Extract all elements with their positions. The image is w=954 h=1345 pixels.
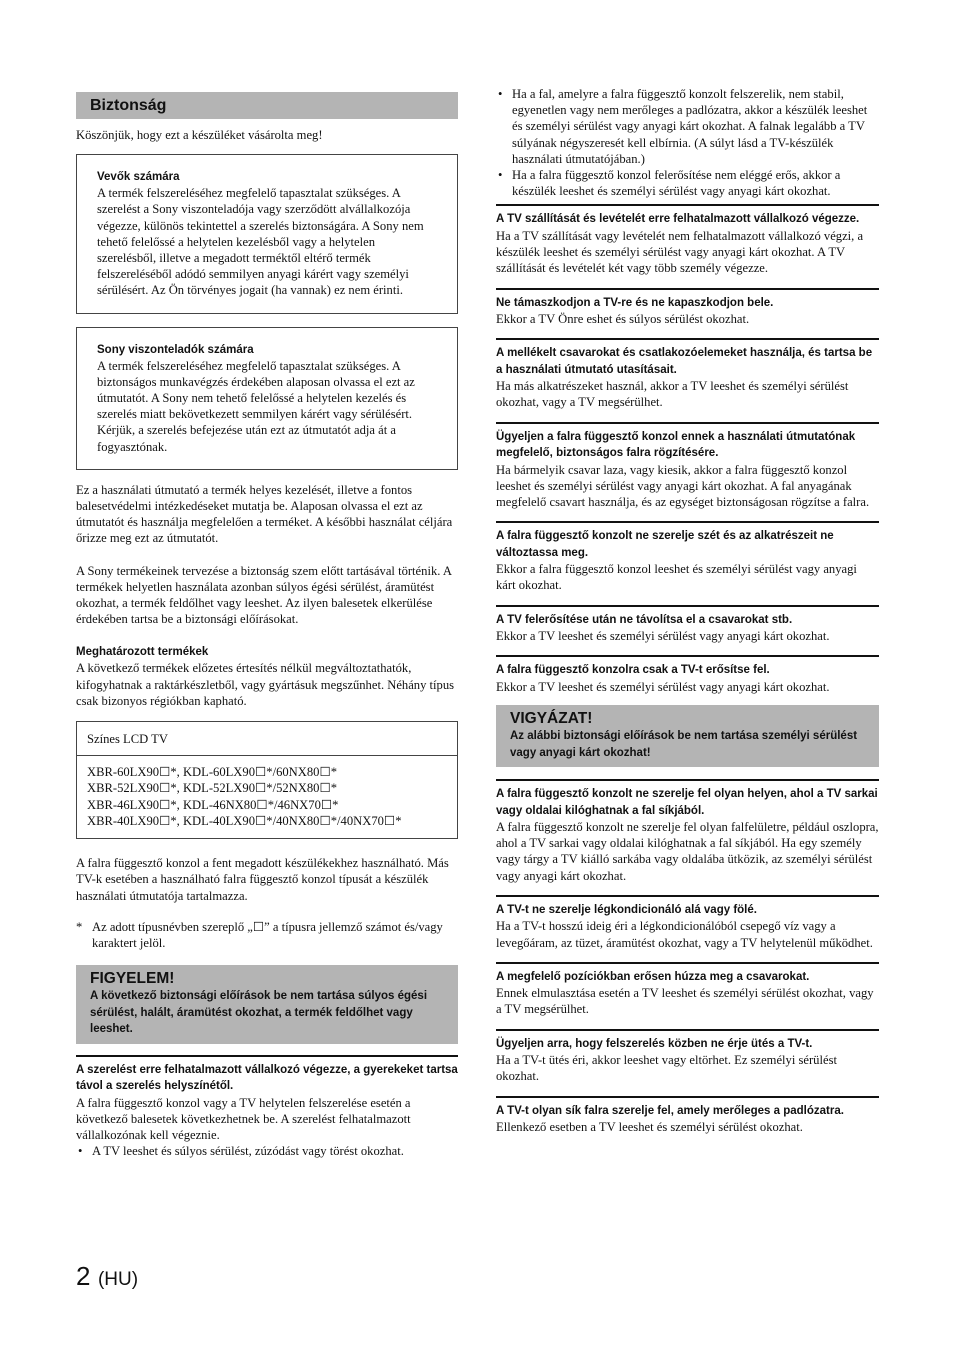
- item-title: A TV-t olyan sík falra szerelje fel, amely merőleges a padlózatra.: [496, 1104, 844, 1117]
- table-row: XBR-46LX90☐*, KDL-46NX80☐*/46NX70☐*: [87, 797, 339, 812]
- paragraph: A következő termékek előzetes értesítés nélkül megváltoztathatók, kifogyhatnak a raktárkészletből, vagy gyártásuk megszűnhet. Néhány típus csak bizonyos régiókban kapható.: [76, 661, 455, 708]
- footnote-text: Az adott típusnévben szereplő „☐” a típusra jellemző számot és/vagy karaktert jelöl.: [92, 919, 443, 950]
- item-text: Ha más alkatrészeket használ, akkor a TV leeshet és személyi sérülést okozhat, vagy a TV megsérülhet.: [496, 379, 849, 410]
- table-body: [77, 756, 457, 838]
- page-number-value: 2: [76, 1261, 91, 1291]
- bullet-item: • A TV leeshet és súlyos sérülést, zúzódást vagy törést okozhat.: [76, 1143, 458, 1159]
- item-text: Ha a TV szállítását vagy levételét nem felhatalmazott vállalkozó végzi, a készülék leeshet és személyi sérülést vagy anyagi kárt okozhat. A TV szállítását és levételét két vagy több személy végezze.: [496, 228, 864, 276]
- safety-item: [496, 1029, 879, 1085]
- item-text: A falra függesztő konzolt ne szerelje fel olyan falfelületre, például oszlopra, ahol a TV sarkai vagy oldalai kilóghatnak a fal síkjából. Ha egy személy vagy tárgy a TV kiálló sarkába vagy oldalába ütközik, az személyi sérülést vagy anyagi kárt okozhat.: [496, 820, 879, 883]
- item-title: A TV-t ne szerelje légkondicionáló alá vagy fölé.: [496, 903, 757, 916]
- item-title: A mellékelt csavarokat és csatlakozóelemeket használja, és tartsa be a használati útmutató utasításait.: [496, 347, 873, 376]
- safety-item: [76, 1055, 458, 1160]
- caution-title: VIGYÁZAT!: [510, 710, 593, 728]
- safety-item: [496, 204, 879, 276]
- item-title: A falra függesztő konzolt ne szerelje szét és az alkatrészeit ne változtassa meg.: [496, 530, 834, 559]
- safety-item: [496, 1096, 879, 1136]
- box-title: Sony viszonteladók számára: [97, 343, 254, 356]
- table-row: XBR-52LX90☐*, KDL-52LX90☐*/52NX80☐*: [87, 781, 338, 796]
- safety-item: [496, 779, 879, 884]
- item-title: A megfelelő pozíciókban erősen húzza meg a csavarokat.: [496, 970, 810, 983]
- item-title: Ügyeljen arra, hogy felszerelés közben ne érje ütés a TV-t.: [496, 1037, 813, 1050]
- item-title: Ne támaszkodjon a TV-re és ne kapaszkodjon bele.: [496, 296, 774, 309]
- item-text: Ekkor a TV leeshet és személyi sérülést vagy anyagi kárt okozhat.: [496, 679, 830, 694]
- item-text: A falra függesztő konzol vagy a TV helytelen felszerelése esetén a következő balesetek következhetnek be. A szerelést felhatalmazott vállalkozónak kell végeznie.: [76, 1095, 411, 1143]
- paragraph: A Sony termékeinek tervezése a biztonság szem előtt tartásával történik. A termékek helyetlen használata azonban súlyos égési sérülést, áramütést okozhat, a termék feldőlhet vagy leeshet. Az ilyen balesetek elkerülése érdekében tartsa be a biztonsági előírásokat.: [76, 563, 452, 627]
- item-text: Ha bármelyik csavar laza, vagy kiesik, akkor a falra függesztő konzol leeshet és személyi sérülést vagy anyagi kárt okozhat. A fal anyagának megfelelő csavart használja, és az egységet biztonságosan rögzítse a falra.: [496, 462, 870, 510]
- item-text: Ha a TV-t hosszú ideig éri a légkondicionálóból csepegő víz vagy a levegőáram, az tüzet, áramütést okozhat, vagy a TV helytelenül működhet.: [496, 919, 873, 950]
- item-title: A falra függesztő konzolra csak a TV-t erősítse fel.: [496, 664, 770, 677]
- box-title: Vevők számára: [97, 171, 180, 184]
- caution-box: [496, 705, 879, 767]
- paragraph: A falra függesztő konzol a fent megadott készülékekhez használható. Más TV-k esetében a használható falra függesztő konzol típusát a készülék használati útmutatója tartalmazza.: [76, 856, 449, 903]
- item-title: Ügyeljen a falra függesztő konzol ennek a használati útmutatónak megfelelő, biztonságos falra rögzítésére.: [496, 430, 856, 460]
- section-title: Biztonság: [76, 92, 458, 119]
- customer-notice-box: [76, 154, 458, 313]
- footnote: [76, 919, 458, 951]
- item-title: A falra függesztő konzolt ne szerelje fel olyan helyen, ahol a TV sarkai vagy oldalai kilóghatnak a fal síkjából.: [496, 788, 878, 817]
- dealer-notice-box: [76, 327, 458, 470]
- box-text: A termék felszereléséhez megfelelő tapasztalat szükséges. A szerelést a Sony viszonteladója vagy szerződött alvállalkozója végezze, különös tekintettel a szerelés biztonságára. A Sony nem tehető felelőssé a helytelen kezelésből vagy a helytelen szerelésből, illetve a megadott terméktől eltérő termék felszereléséből adódó semmilyen anyagi kárért vagy személyi sérülésért. Az Ön törvényes jogait (ha vannak) ez nem érinti.: [97, 186, 424, 298]
- safety-item: [496, 655, 879, 695]
- warning-title: FIGYELEM!: [90, 970, 175, 988]
- box-text: A termék felszereléséhez megfelelő tapasztalat szükséges. A biztonságos munkavégzés érdekében alaposan olvassa el ezt az útmutatót. A Sony nem tehető felelőssé a helytelen kezelés és szerelés miatt bekövetkezett semmilyen kárért vagy sérülésért. Kérjük, a szerelés befejezése után ezt az útmutatót adja át a fogyasztónak.: [97, 358, 415, 454]
- bullet-list: [496, 86, 879, 199]
- safety-item: [496, 422, 879, 511]
- item-text: Ellenkező esetben a TV leeshet és személyi sérülést okozhat.: [496, 1120, 803, 1135]
- item-title: A TV szállítását és levételét erre felhatalmazott vállalkozó végezze.: [496, 213, 860, 226]
- right-column: [496, 86, 879, 1135]
- bullet-item: • Ha a falra függesztő konzol felerősítése nem eléggé erős, akkor a készülék leeshet és személyi sérülést vagy anyagi kárt okozhat.: [496, 167, 879, 199]
- safety-item: [496, 521, 879, 593]
- item-title: A TV felerősítése után ne távolítsa el a csavarokat stb.: [496, 613, 793, 626]
- table-header: Színes LCD TV: [77, 722, 457, 756]
- left-column: [76, 86, 458, 1159]
- item-text: Ha a TV-t ütés éri, akkor leeshet vagy eltörhet. Ez személyi sérülést okozhat.: [496, 1053, 837, 1084]
- bullet-list: [76, 1143, 458, 1159]
- warning-box: [76, 965, 458, 1044]
- caution-text: Az alábbi biztonsági előírások be nem tartása személyi sérülést vagy anyagi kárt okozhat!: [510, 730, 858, 759]
- item-text: Ekkor a TV Önre eshet és súlyos sérülést okozhat.: [496, 312, 750, 327]
- item-text: Ekkor a falra függesztő konzol leeshet és személyi sérülést vagy anyagi kárt okozhat.: [496, 562, 857, 593]
- footnote-mark: *: [76, 919, 83, 934]
- safety-item: [496, 288, 879, 328]
- safety-item: [496, 895, 879, 951]
- item-title: A szerelést erre felhatalmazott vállalkozó végezze, a gyerekeket tartsa távol a szerelés helyszínétől.: [76, 1063, 458, 1093]
- language-code: (HU): [97, 1269, 139, 1290]
- page-number: [76, 1261, 139, 1291]
- table-row: XBR-60LX90☐*, KDL-60LX90☐*/60NX80☐*: [87, 765, 338, 780]
- safety-item: [496, 605, 879, 645]
- item-text: Ekkor a TV leeshet és személyi sérülést vagy anyagi kárt okozhat.: [496, 629, 830, 644]
- safety-item: [496, 338, 879, 410]
- item-text: Ennek elmulasztása esetén a TV leeshet és személyi sérülést okozhat, vagy a TV megsérülhet.: [496, 986, 874, 1017]
- intro-text: Köszönjük, hogy ezt a készüléket vásárolta meg!: [76, 128, 323, 142]
- bullet-item: • Ha a fal, amelyre a falra függesztő konzolt felszerelik, nem stabil, egyenetlen vagy nem merőleges a padlózatra, akkor a készülék leeshet és személyi sérülést vagy anyagi kárt okozhat. A falnak legalább a TV súlyának négyszeresét kell elbírnia. (A súlyt lásd a TV-készülék használati útmutatójában.): [496, 86, 879, 167]
- model-table: [76, 721, 458, 839]
- table-row: XBR-40LX90☐*, KDL-40LX90☐*/40NX80☐*/40NX70☐*: [87, 813, 402, 828]
- paragraph: Ez a használati útmutató a termék helyes kezelését, illetve a fontos balesetvédelmi intézkedéseket mutatja be. Alaposan olvassa el ezt az útmutatót és használja megfelelően a terméket. A későbbi használat céljára őrizze meg ezt az útmutatót.: [76, 482, 453, 546]
- subheading: Meghatározott termékek: [76, 646, 209, 659]
- safety-item: [496, 962, 879, 1018]
- warning-text: A következő biztonsági előírások be nem tartása súlyos égési sérülést, halált, áramütést okozhat, a termék feldőlhet vagy leeshet.: [90, 990, 428, 1036]
